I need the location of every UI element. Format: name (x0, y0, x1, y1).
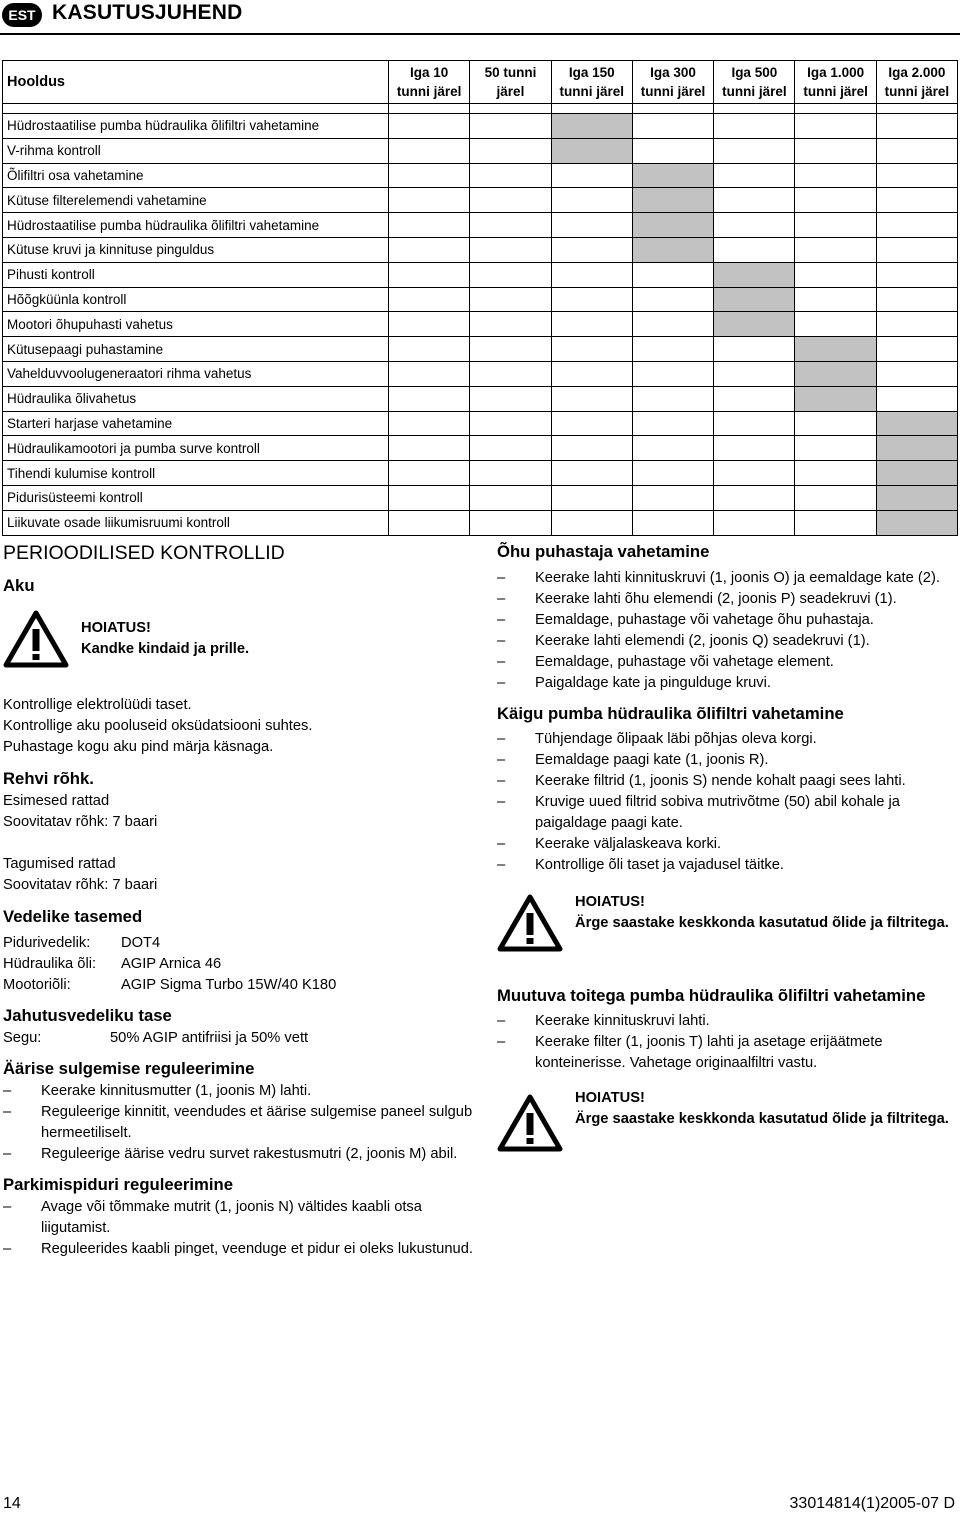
interval-cell (389, 461, 470, 486)
fluid-row: Mootoriõli: AGIP Sigma Turbo 15W/40 K180 (3, 977, 337, 993)
interval-mark-cell (795, 386, 876, 411)
interval-cell (389, 510, 470, 535)
interval-mark-cell (876, 510, 957, 535)
interval-cell (389, 163, 470, 188)
warning-block (497, 1088, 960, 1168)
battery-line: Kontrollige elektrolüüdi taset. (3, 697, 192, 713)
column-header: Iga 500 tunni järel (714, 61, 795, 104)
interval-cell (876, 361, 957, 386)
interval-mark-cell (876, 485, 957, 510)
list-item: – Keerake filtrid (1, joonis S) nende kohalt paagi sees lahti. (497, 773, 906, 789)
interval-cell (876, 213, 957, 238)
interval-cell (714, 485, 795, 510)
air-cleaner-heading: Õhu puhastaja vahetamine (497, 542, 710, 561)
interval-cell (795, 213, 876, 238)
interval-cell (470, 163, 551, 188)
table-row (3, 287, 958, 312)
column-header: Iga 10 tunni järel (389, 61, 470, 104)
warning-triangle-icon (3, 610, 69, 668)
interval-cell (714, 361, 795, 386)
interval-cell (389, 237, 470, 262)
interval-cell (795, 237, 876, 262)
maintenance-task-label: Hüdrostaatilise pumba hüdraulika õlifiltri vahetamine (3, 213, 389, 238)
interval-cell (876, 337, 957, 362)
list-item: – Keerake lahti kinnituskruvi (1, joonis O) ja eemaldage kate (2). (497, 570, 940, 586)
interval-cell (714, 213, 795, 238)
table-header-row (3, 61, 958, 104)
rear-wheels-label: Tagumised rattad (3, 856, 116, 872)
table-row (3, 386, 958, 411)
interval-cell (632, 114, 713, 139)
interval-cell (551, 213, 632, 238)
interval-cell (632, 138, 713, 163)
maintenance-task-label: Hüdraulika õlivahetus (3, 386, 389, 411)
warning-text: HOIATUS! Ärge saastake keskkonda kasutatud õlide ja filtritega. (575, 894, 949, 931)
interval-cell (470, 287, 551, 312)
interval-cell (389, 188, 470, 213)
interval-mark-cell (632, 163, 713, 188)
interval-cell (714, 188, 795, 213)
interval-cell (389, 337, 470, 362)
list-item: – Kontrollige õli taset ja vajadusel täitke. (497, 857, 785, 873)
interval-cell (795, 436, 876, 461)
interval-cell (632, 287, 713, 312)
table-row (3, 188, 958, 213)
interval-cell (470, 461, 551, 486)
maintenance-task-label: Kütuse filterelemendi vahetamine (3, 188, 389, 213)
interval-cell (795, 312, 876, 337)
interval-cell (470, 411, 551, 436)
interval-cell (795, 510, 876, 535)
interval-cell (632, 312, 713, 337)
air-cleaner-list (497, 568, 960, 694)
edge-seal-list (3, 1081, 473, 1165)
table-row (3, 237, 958, 262)
page-header (0, 0, 960, 34)
warning-block (3, 610, 473, 680)
table-row (3, 337, 958, 362)
front-wheels-label: Esimesed rattad (3, 793, 110, 809)
maintenance-task-label: Kütusepaagi puhastamine (3, 337, 389, 362)
interval-cell (876, 237, 957, 262)
interval-cell (470, 262, 551, 287)
section-title: PERIOODILISED KONTROLLID (3, 542, 285, 564)
maintenance-task-label: Starteri harjase vahetamine (3, 411, 389, 436)
interval-cell (389, 262, 470, 287)
interval-cell (551, 262, 632, 287)
coolant-row: Segu: 50% AGIP antifriisi ja 50% vett (3, 1030, 309, 1046)
interval-cell (714, 138, 795, 163)
table-row (3, 213, 958, 238)
language-badge: EST (2, 3, 42, 27)
interval-cell (632, 411, 713, 436)
interval-cell (389, 411, 470, 436)
list-item: – Reguleerides kaabli pinget, veenduge et pidur ei oleks lukustunud. (3, 1241, 473, 1257)
interval-cell (389, 138, 470, 163)
fluid-row: Pidurivedelik: DOT4 (3, 935, 161, 951)
list-item: – Eemaldage, puhastage või vahetage õhu puhastaja. (497, 612, 874, 628)
table-row (3, 485, 958, 510)
column-header: 50 tunni järel (470, 61, 551, 104)
interval-cell (470, 213, 551, 238)
maintenance-task-label: Pihusti kontroll (3, 262, 389, 287)
interval-cell (551, 188, 632, 213)
table-row (3, 138, 958, 163)
maintenance-task-label: Hüdraulikamootori ja pumba surve kontroll (3, 436, 389, 461)
interval-cell (714, 237, 795, 262)
interval-mark-cell (551, 138, 632, 163)
interval-cell (551, 436, 632, 461)
interval-mark-cell (632, 188, 713, 213)
parking-brake-list (3, 1197, 473, 1260)
interval-mark-cell (714, 262, 795, 287)
table-row (3, 262, 958, 287)
interval-cell (470, 485, 551, 510)
table-row (3, 114, 958, 139)
warning-triangle-icon (497, 1094, 563, 1152)
document-code: 33014814(1)2005-07 D (789, 1495, 955, 1512)
interval-cell (551, 411, 632, 436)
list-item: – Paigaldage kate ja pingulduge kruvi. (497, 675, 771, 691)
interval-cell (551, 361, 632, 386)
interval-cell (551, 461, 632, 486)
interval-cell (714, 510, 795, 535)
interval-cell (632, 461, 713, 486)
interval-cell (795, 411, 876, 436)
interval-cell (632, 386, 713, 411)
interval-mark-cell (632, 213, 713, 238)
front-wheels-pressure: Soovitatav rõhk: 7 baari (3, 814, 158, 830)
interval-cell (389, 213, 470, 238)
table-row (3, 510, 958, 535)
interval-mark-cell (632, 237, 713, 262)
table-row (3, 312, 958, 337)
table-row (3, 436, 958, 461)
maintenance-task-label: Õlifiltri osa vahetamine (3, 163, 389, 188)
interval-cell (551, 337, 632, 362)
interval-cell (795, 163, 876, 188)
interval-cell (632, 361, 713, 386)
list-item: – Keerake lahti elemendi (2, joonis Q) seadekruvi (1). (497, 633, 870, 649)
interval-cell (470, 188, 551, 213)
interval-cell (876, 312, 957, 337)
variable-pump-heading: Muutuva toitega pumba hüdraulika õlifiltri vahetamine (497, 986, 926, 1005)
variable-pump-list (497, 1011, 960, 1074)
interval-cell (795, 287, 876, 312)
interval-cell (551, 287, 632, 312)
interval-mark-cell (795, 361, 876, 386)
fluid-row: Hüdraulika õli: AGIP Arnica 46 (3, 956, 222, 972)
rear-wheels-pressure: Soovitatav rõhk: 7 baari (3, 877, 158, 893)
interval-cell (551, 237, 632, 262)
interval-cell (470, 337, 551, 362)
list-item: – Eemaldage, puhastage või vahetage element. (497, 654, 834, 670)
interval-cell (876, 163, 957, 188)
interval-cell (876, 262, 957, 287)
maintenance-task-label: Tihendi kulumise kontroll (3, 461, 389, 486)
table-row (3, 411, 958, 436)
parking-brake-heading: Parkimispiduri reguleerimine (3, 1175, 233, 1194)
interval-cell (389, 485, 470, 510)
warning-text: HOIATUS! Kandke kindaid ja prille. (81, 620, 250, 657)
warning-triangle-icon (497, 894, 563, 952)
interval-cell (632, 262, 713, 287)
interval-cell (795, 461, 876, 486)
maintenance-task-label: Kütuse kruvi ja kinnituse pinguldus (3, 237, 389, 262)
interval-cell (389, 312, 470, 337)
page-number: 14 (3, 1495, 21, 1512)
interval-cell (470, 361, 551, 386)
coolant-heading: Jahutusvedeliku tase (3, 1006, 172, 1025)
interval-cell (714, 114, 795, 139)
interval-cell (389, 287, 470, 312)
table-corner-label: Hooldus (3, 61, 389, 104)
list-item: – Reguleerige kinnitit, veendudes et äärise sulgemise paneel sulgub hermeetiliselt. (3, 1104, 473, 1141)
table-spacer-row (3, 104, 958, 114)
interval-mark-cell (876, 436, 957, 461)
interval-cell (795, 485, 876, 510)
column-header: Iga 2.000 tunni järel (876, 61, 957, 104)
interval-mark-cell (551, 114, 632, 139)
interval-cell (632, 510, 713, 535)
interval-cell (470, 138, 551, 163)
interval-cell (551, 485, 632, 510)
interval-cell (795, 262, 876, 287)
left-column (3, 540, 473, 1260)
maintenance-task-label: Hüdrostaatilise pumba hüdraulika õlifiltri vahetamine (3, 114, 389, 139)
interval-mark-cell (714, 287, 795, 312)
warning-text: HOIATUS! Ärge saastake keskkonda kasutatud õlide ja filtritega. (575, 1090, 949, 1127)
maintenance-task-label: Vahelduvvoolugeneraatori rihma vahetus (3, 361, 389, 386)
interval-cell (714, 411, 795, 436)
interval-mark-cell (876, 461, 957, 486)
interval-mark-cell (714, 312, 795, 337)
interval-cell (389, 361, 470, 386)
interval-cell (389, 114, 470, 139)
list-item: – Keerake filter (1, joonis T) lahti ja asetage erijäätmete konteinerisse. Vahetage originaalfiltri vastu. (497, 1034, 883, 1071)
interval-cell (714, 163, 795, 188)
table-row (3, 461, 958, 486)
interval-cell (876, 138, 957, 163)
right-column (497, 540, 960, 1168)
page-title: KASUTUSJUHEND (52, 1, 243, 24)
interval-cell (714, 461, 795, 486)
interval-mark-cell (795, 337, 876, 362)
interval-cell (551, 312, 632, 337)
interval-cell (876, 386, 957, 411)
interval-cell (551, 163, 632, 188)
fluid-levels-heading: Vedelike tasemed (3, 907, 143, 926)
maintenance-task-label: Liikuvate osade liikumisruumi kontroll (3, 510, 389, 535)
interval-cell (714, 337, 795, 362)
maintenance-table (2, 60, 958, 536)
interval-cell (795, 138, 876, 163)
interval-cell (551, 510, 632, 535)
interval-cell (632, 485, 713, 510)
list-item: – Keerake väljalaskeava korki. (497, 836, 722, 852)
interval-cell (795, 114, 876, 139)
list-item: – Reguleerige äärise vedru survet rakestusmutri (2, joonis M) abil. (3, 1146, 458, 1162)
interval-cell (876, 114, 957, 139)
interval-cell (632, 436, 713, 461)
interval-cell (470, 237, 551, 262)
interval-cell (470, 510, 551, 535)
table-row (3, 361, 958, 386)
interval-cell (470, 386, 551, 411)
list-item: – Kruvige uued filtrid sobiva mutrivõtme (50) abil kohale ja paigaldage paagi kate. (497, 794, 900, 831)
interval-cell (470, 114, 551, 139)
interval-cell (389, 436, 470, 461)
battery-line: Puhastage kogu aku pind märja käsnaga. (3, 739, 274, 755)
list-item: – Tühjendage õlipaak läbi põhjas oleva korgi. (497, 731, 817, 747)
maintenance-task-label: Hõõgküünla kontroll (3, 287, 389, 312)
interval-cell (795, 188, 876, 213)
table-row (3, 163, 958, 188)
interval-cell (714, 436, 795, 461)
interval-cell (551, 386, 632, 411)
header-divider (0, 33, 960, 35)
battery-line: Kontrollige aku pooluseid oksüdatsiooni suhtes. (3, 718, 313, 734)
warning-block (497, 892, 960, 972)
list-item: – Keerake kinnituskruvi lahti. (497, 1013, 710, 1029)
list-item: – Keerake lahti õhu elemendi (2, joonis P) seadekruvi (1). (497, 591, 897, 607)
drive-pump-heading: Käigu pumba hüdraulika õlifiltri vahetamine (497, 704, 844, 723)
interval-mark-cell (876, 411, 957, 436)
maintenance-task-label: Pidurisüsteemi kontroll (3, 485, 389, 510)
interval-cell (389, 386, 470, 411)
interval-cell (876, 287, 957, 312)
interval-cell (876, 188, 957, 213)
list-item: – Avage või tõmmake mutrit (1, joonis N) vältides kaabli otsa liigutamist. (3, 1199, 422, 1236)
tire-pressure-heading: Rehvi rõhk. (3, 769, 94, 788)
column-header: Iga 150 tunni järel (551, 61, 632, 104)
drive-pump-list (497, 729, 960, 876)
interval-cell (470, 312, 551, 337)
list-item: – Keerake kinnitusmutter (1, joonis M) lahti. (3, 1083, 312, 1099)
interval-cell (632, 337, 713, 362)
column-header: Iga 300 tunni järel (632, 61, 713, 104)
column-header: Iga 1.000 tunni järel (795, 61, 876, 104)
edge-seal-heading: Äärise sulgemise reguleerimine (3, 1059, 255, 1078)
interval-cell (714, 386, 795, 411)
interval-cell (470, 436, 551, 461)
maintenance-task-label: V-rihma kontroll (3, 138, 389, 163)
maintenance-task-label: Mootori õhupuhasti vahetus (3, 312, 389, 337)
list-item: – Eemaldage paagi kate (1, joonis R). (497, 752, 769, 768)
battery-heading: Aku (3, 576, 35, 595)
